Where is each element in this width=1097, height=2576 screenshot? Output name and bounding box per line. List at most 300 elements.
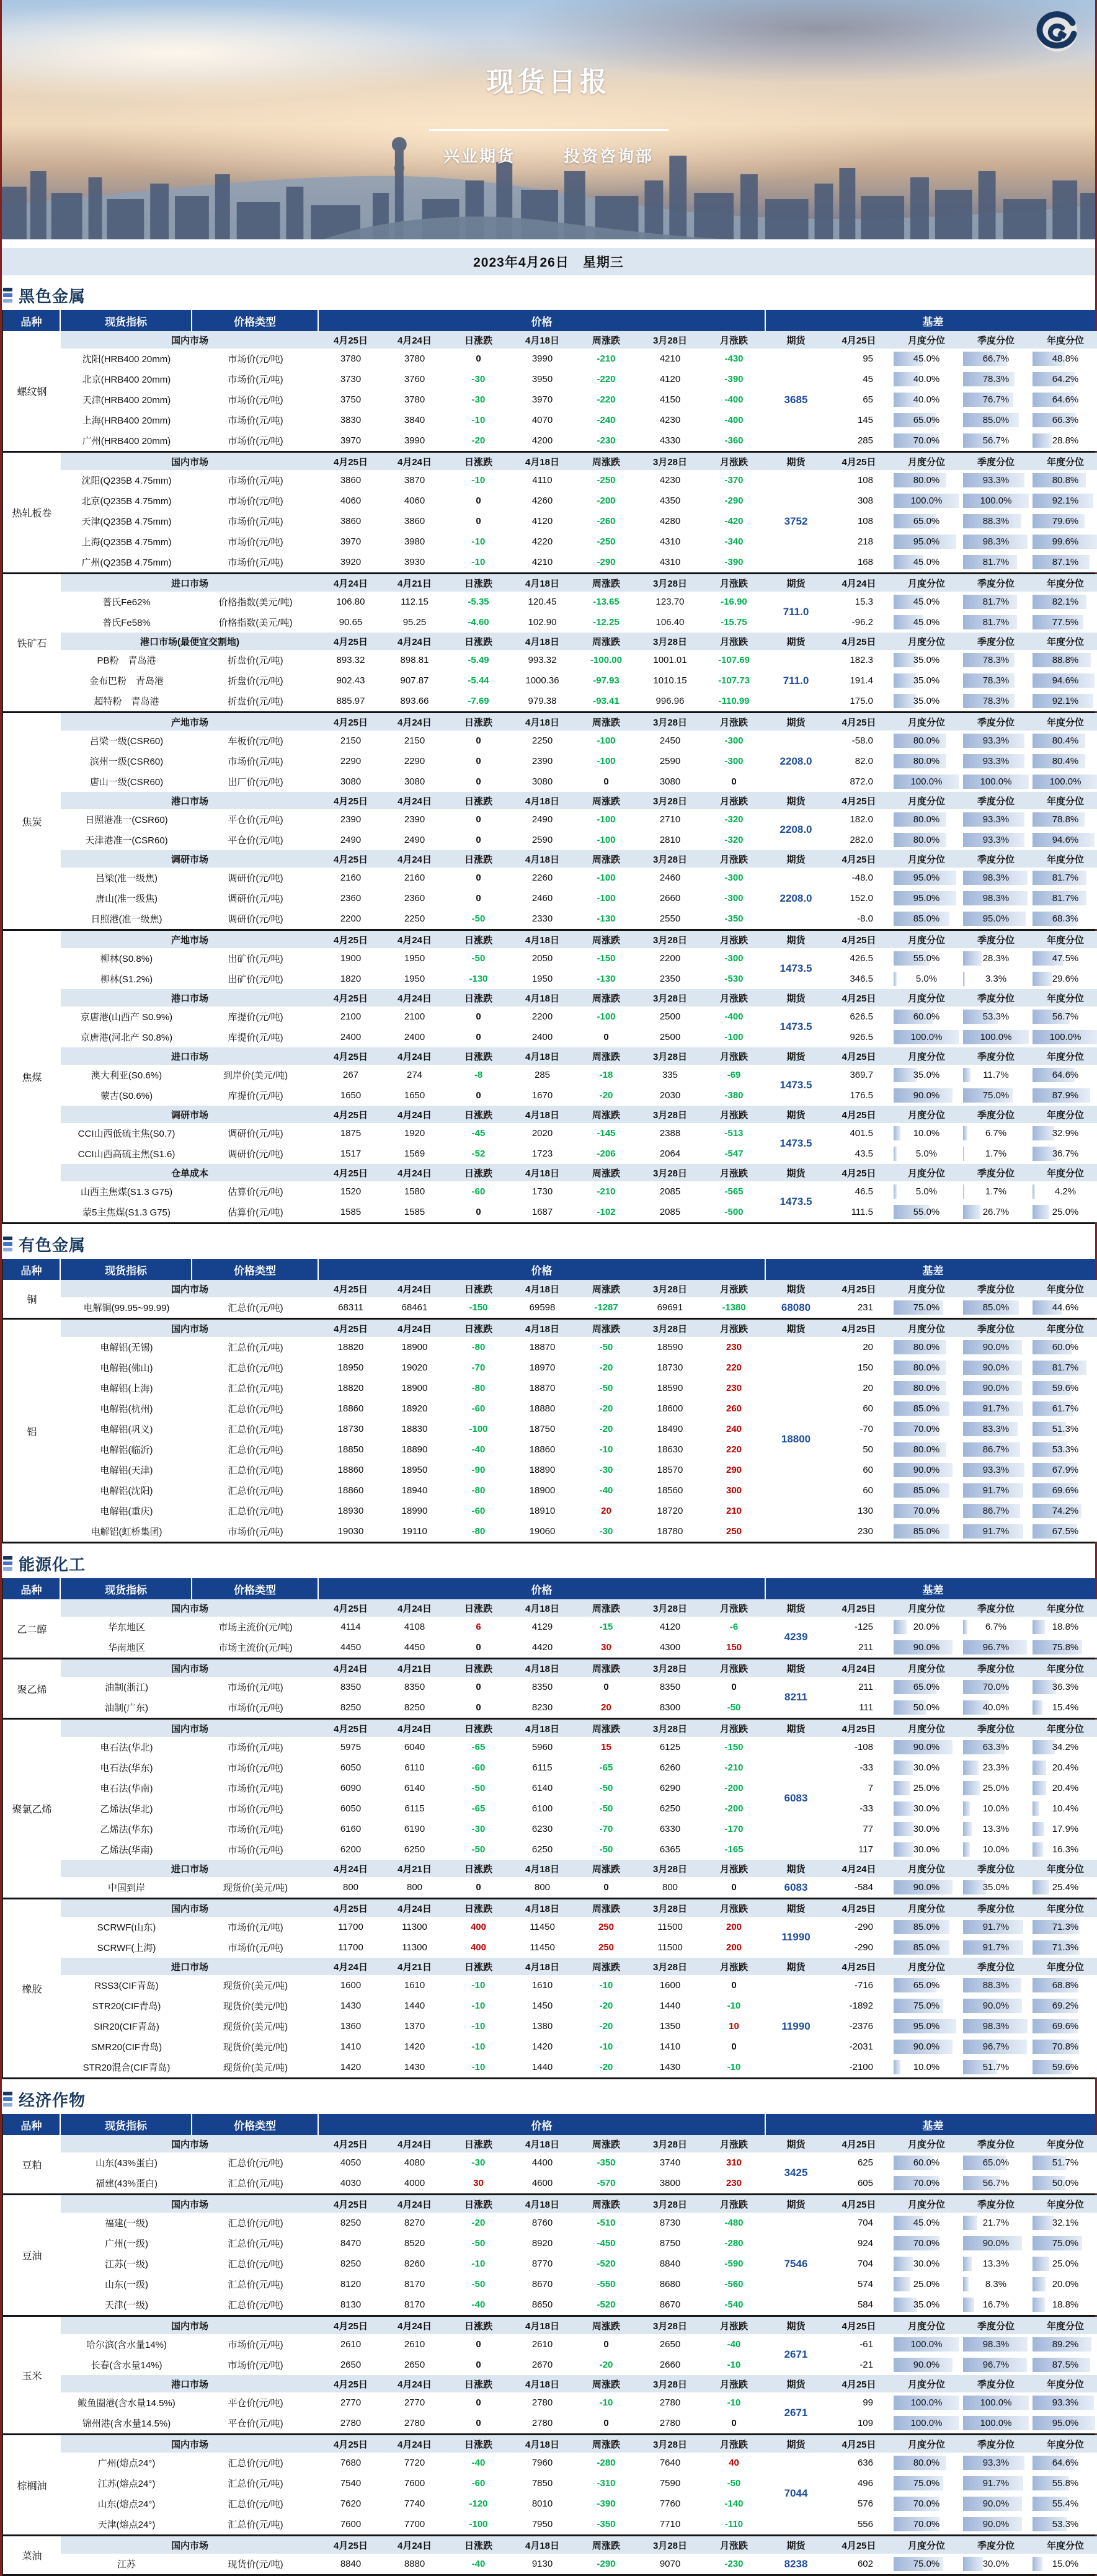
- percentile-value: 66.3%: [1052, 415, 1079, 425]
- column-date-label: 3月28日: [638, 1320, 702, 1337]
- price-cell: 6125: [638, 1737, 702, 1757]
- percentile-bar: [1033, 1822, 1044, 1837]
- percentile-cell: [961, 2173, 1031, 2193]
- percentile-cell: [892, 1917, 961, 1937]
- price-cell: 3750: [319, 389, 383, 410]
- market-block: [61, 713, 1097, 792]
- price-cell: 6365: [638, 1839, 702, 1860]
- percentile-value: 100.0%: [910, 2418, 943, 2428]
- percentile-value: 83.3%: [982, 1424, 1010, 1434]
- price-cell: 1430: [638, 2057, 702, 2077]
- percentile-cell: [892, 1460, 961, 1480]
- percentile-cell: [892, 1737, 961, 1757]
- percentile-cell: [892, 1144, 961, 1164]
- percentile-bar: [894, 1801, 913, 1816]
- change-cell: 220: [702, 1439, 766, 1460]
- price-cell: 2290: [319, 751, 383, 771]
- percentile-value: 93.3%: [982, 475, 1010, 486]
- indicator-cell: 江苏(一级): [61, 2254, 192, 2274]
- column-date-label: 4月25日: [319, 989, 383, 1006]
- price-cell: 8350: [510, 1677, 574, 1697]
- basis-date-label: 4月25日: [826, 850, 892, 868]
- price-cell: 4260: [510, 491, 574, 511]
- basis-cell: 45: [826, 369, 892, 389]
- percentile-bar: [963, 1620, 967, 1635]
- change-cell: -20: [446, 2213, 510, 2233]
- percentile-column-label: 季度分位: [961, 1047, 1031, 1065]
- column-date-label: 4月18日: [510, 2195, 574, 2213]
- basis-cell: 77: [826, 1819, 892, 1839]
- price-type-cell: 现货价(美元/吨): [192, 1877, 319, 1898]
- change-cell: -15.75: [702, 612, 766, 633]
- column-date-label: 月涨跌: [702, 2375, 766, 2392]
- column-date-label: 4月24日: [383, 2317, 446, 2334]
- indicator-cell: 上海(HRB400 20mm): [61, 410, 192, 430]
- indicator-cell: 电解铝(巩义): [61, 1419, 192, 1439]
- percentile-cell: [892, 349, 961, 369]
- percentile-cell: [1031, 731, 1097, 751]
- change-cell: 0: [574, 1877, 638, 1898]
- percentile-value: 91.7%: [982, 2478, 1010, 2489]
- percentile-cell: [892, 2152, 961, 2173]
- change-cell: -93.41: [574, 691, 638, 711]
- price-cell: 6050: [319, 1757, 383, 1778]
- change-cell: 0: [702, 771, 766, 792]
- percentile-value: 80.0%: [913, 1342, 940, 1352]
- commodity-blocks: [61, 2435, 1097, 2534]
- percentile-column-label: 季度分位: [961, 989, 1031, 1006]
- column-date-label: 4月25日: [319, 453, 383, 470]
- change-cell: -40: [446, 2294, 510, 2315]
- percentile-value: 51.7%: [982, 2062, 1010, 2072]
- change-cell: 0: [574, 2334, 638, 2355]
- percentile-value: 64.6%: [1052, 394, 1079, 405]
- percentile-value: 18.8%: [1052, 1622, 1079, 1632]
- percentile-value: 56.7%: [1052, 1011, 1079, 1022]
- price-cell: 18930: [319, 1501, 383, 1521]
- price-type-cell: 汇总价(元/吨): [192, 2473, 319, 2494]
- market-block: [61, 2536, 1097, 2574]
- price-type-cell: 折盘价(元/吨): [192, 691, 319, 711]
- price-cell: 69598: [510, 1297, 574, 1318]
- percentile-value: 70.0%: [982, 1682, 1010, 1692]
- price-cell: 18950: [319, 1357, 383, 1378]
- percentile-value: 95.0%: [913, 873, 940, 883]
- indicator-cell: 日照港准一(CSR60): [61, 809, 192, 830]
- price-cell: 2460: [510, 888, 574, 908]
- basis-date-label: 4月25日: [826, 331, 892, 349]
- change-cell: 0: [702, 1975, 766, 1996]
- change-cell: -130: [446, 969, 510, 989]
- futures-value: 7546: [766, 2213, 826, 2315]
- market-label: 国内市场: [61, 2135, 319, 2152]
- change-cell: -100: [574, 830, 638, 850]
- market-block: [61, 1047, 1097, 1106]
- percentile-value: 93.3%: [982, 1465, 1010, 1475]
- change-cell: -120: [446, 2494, 510, 2514]
- percentile-cell: [892, 2494, 961, 2514]
- price-cell: 3970: [510, 389, 574, 410]
- section-title: 黑色金属: [19, 286, 86, 306]
- price-cell: 2490: [383, 830, 446, 850]
- indicator-cell: 电解铝(临沂): [61, 1439, 192, 1460]
- change-cell: -107.73: [702, 670, 766, 691]
- percentile-cell: [892, 1027, 961, 1047]
- indicator-cell: 山东(熔点24°): [61, 2494, 192, 2514]
- change-cell: -50: [446, 2274, 510, 2294]
- percentile-value: 89.2%: [1052, 2339, 1079, 2350]
- percentile-column-label: 月度分位: [892, 1280, 961, 1297]
- price-cell: 8750: [638, 2233, 702, 2254]
- change-cell: -260: [574, 511, 638, 531]
- percentile-cell: [892, 369, 961, 389]
- change-cell: -150: [574, 948, 638, 969]
- change-cell: 0: [446, 2392, 510, 2413]
- commodity-name: 乙二醇: [3, 1599, 61, 1658]
- price-type-cell: 现货价(美元/吨): [192, 2057, 319, 2077]
- column-date-label: 月涨跌: [702, 331, 766, 349]
- change-cell: 0: [702, 1877, 766, 1898]
- change-cell: -300: [702, 948, 766, 969]
- percentile-value: 85.0%: [982, 415, 1010, 425]
- column-date-label: 4月25日: [319, 331, 383, 349]
- percentile-column-label: 季度分位: [961, 2536, 1031, 2554]
- change-cell: -97.93: [574, 670, 638, 691]
- section-header: [3, 2088, 1095, 2110]
- percentile-value: 16.3%: [1052, 1844, 1079, 1855]
- column-date-label: 4月25日: [319, 1047, 383, 1065]
- indicator-cell: 沈阳(HRB400 20mm): [61, 349, 192, 369]
- section: [2, 284, 1095, 1224]
- org-line: [2, 144, 1095, 167]
- change-cell: -100: [574, 751, 638, 771]
- price-cell: 3950: [510, 369, 574, 389]
- price-cell: 902.43: [319, 670, 383, 691]
- commodity-blocks: [61, 574, 1097, 711]
- percentile-cell: [892, 2016, 961, 2036]
- percentile-value: 10.0%: [913, 2062, 940, 2072]
- indicator-cell: CCI山西低硫主焦(S0.7): [61, 1123, 192, 1144]
- change-cell: 0: [574, 1027, 638, 1047]
- section-header: [3, 1233, 1095, 1255]
- percentile-cell: [961, 1877, 1031, 1898]
- percentile-column-label: 月度分位: [892, 1860, 961, 1877]
- basis-cell: 50: [826, 1439, 892, 1460]
- price-cell: 3080: [638, 771, 702, 792]
- percentile-value: 45.0%: [913, 557, 940, 567]
- basis-cell: 626.5: [826, 1006, 892, 1027]
- change-cell: -13.65: [574, 592, 638, 612]
- section: [2, 2088, 1095, 2576]
- percentile-value: 76.7%: [982, 394, 1010, 405]
- percentile-column-label: 季度分位: [961, 1164, 1031, 1181]
- price-cell: 2650: [383, 2355, 446, 2375]
- futures-column-label: 期货: [766, 453, 826, 470]
- commodity-row: [3, 574, 1095, 713]
- column-date-label: 月涨跌: [702, 1599, 766, 1617]
- percentile-bar: [963, 2557, 983, 2572]
- price-cell: 2250: [510, 731, 574, 751]
- column-date-label: 周涨跌: [574, 574, 638, 592]
- price-cell: 996.96: [638, 691, 702, 711]
- market-label: 国内市场: [61, 1659, 319, 1677]
- basis-cell: 191.4: [826, 670, 892, 691]
- change-cell: -320: [702, 809, 766, 830]
- change-cell: 0: [446, 830, 510, 850]
- column-date-label: 周涨跌: [574, 713, 638, 731]
- percentile-value: 40.0%: [982, 1702, 1010, 1713]
- market-label: 进口市场: [61, 574, 319, 592]
- percentile-cell: [892, 1798, 961, 1819]
- change-cell: -50: [446, 948, 510, 969]
- change-cell: -550: [574, 2274, 638, 2294]
- percentile-column-label: 月度分位: [892, 453, 961, 470]
- percentile-cell: [1031, 2473, 1097, 2494]
- change-cell: 20: [574, 1697, 638, 1718]
- percentile-value: 63.3%: [982, 1742, 1010, 1752]
- column-date-label: 4月24日: [383, 331, 446, 349]
- futures-column-label: 期货: [766, 2375, 826, 2392]
- change-cell: -50: [446, 1778, 510, 1798]
- indicator-cell: 油制(浙江): [61, 1677, 192, 1697]
- indicator-cell: 滨州一级(CSR60): [61, 751, 192, 771]
- price-type-cell: 出矿价(元/吨): [192, 948, 319, 969]
- percentile-value: 23.3%: [982, 1762, 1010, 1773]
- change-cell: -10: [574, 1975, 638, 1996]
- percentile-value: 69.2%: [1052, 2001, 1079, 2011]
- price-cell: 3970: [319, 430, 383, 451]
- change-cell: -80: [446, 1337, 510, 1357]
- percentile-value: 75.0%: [913, 2478, 940, 2489]
- price-cell: 9130: [510, 2554, 574, 2574]
- price-cell: 2100: [383, 1006, 446, 1027]
- futures-value: 7044: [766, 2453, 826, 2534]
- percentile-cell: [892, 1757, 961, 1778]
- percentile-cell: [892, 1617, 961, 1637]
- column-date-label: 3月28日: [638, 713, 702, 731]
- percentile-cell: [1031, 2355, 1097, 2375]
- indicator-cell: 福建(一级): [61, 2213, 192, 2233]
- percentile-cell: [892, 868, 961, 888]
- percentile-cell: [1031, 830, 1097, 850]
- percentile-cell: [892, 1357, 961, 1378]
- percentile-cell: [961, 2016, 1031, 2036]
- percentile-cell: [892, 2213, 961, 2233]
- price-cell: 7600: [383, 2473, 446, 2494]
- column-date-label: 日涨跌: [446, 713, 510, 731]
- indicator-cell: 电石法(华北): [61, 1737, 192, 1757]
- price-cell: 11500: [638, 1917, 702, 1937]
- price-type-cell: 市场价(元/吨): [192, 1697, 319, 1718]
- percentile-cell: [961, 1917, 1031, 1937]
- percentile-cell: [961, 1357, 1031, 1378]
- column-date-label: 日涨跌: [446, 1720, 510, 1737]
- change-cell: -565: [702, 1181, 766, 1202]
- change-cell: 200: [702, 1937, 766, 1958]
- change-cell: -10: [574, 1439, 638, 1460]
- percentile-cell: [1031, 670, 1097, 691]
- indicator-cell: 山东(43%蛋白): [61, 2152, 192, 2173]
- percentile-cell: [1031, 1757, 1097, 1778]
- change-cell: -480: [702, 2213, 766, 2233]
- basis-cell: 176.5: [826, 1085, 892, 1106]
- percentile-cell: [1031, 1027, 1097, 1047]
- price-type-cell: 市场价(元/吨): [192, 552, 319, 572]
- percentile-value: 98.3%: [982, 893, 1010, 904]
- percentile-cell: [961, 491, 1031, 511]
- percentile-column-label: 季度分位: [961, 2195, 1031, 2213]
- percentile-cell: [892, 1297, 961, 1318]
- percentile-value: 29.6%: [1052, 974, 1079, 984]
- col-variety-label: 品种: [3, 1578, 61, 1599]
- price-cell: 68311: [319, 1297, 383, 1318]
- column-date-label: 日涨跌: [446, 1899, 510, 1917]
- change-cell: 10: [702, 2016, 766, 2036]
- futures-value: 711.0: [766, 592, 826, 633]
- price-cell: 18490: [638, 1419, 702, 1439]
- percentile-cell: [961, 1937, 1031, 1958]
- commodity-name: 聚乙烯: [3, 1659, 61, 1718]
- column-date-label: 4月25日: [319, 1280, 383, 1297]
- percentile-column-label: 年度分位: [1031, 1599, 1097, 1617]
- percentile-cell: [961, 2334, 1031, 2355]
- price-cell: 2330: [510, 908, 574, 929]
- percentile-value: 25.4%: [1052, 1882, 1079, 1893]
- percentile-cell: [892, 592, 961, 612]
- percentile-cell: [961, 1006, 1031, 1027]
- basis-cell: 605: [826, 2173, 892, 2193]
- change-cell: 230: [702, 2173, 766, 2193]
- price-cell: 2460: [638, 868, 702, 888]
- percentile-value: 78.3%: [982, 374, 1010, 384]
- price-cell: 1670: [510, 1085, 574, 1106]
- commodity-blocks: [61, 2195, 1097, 2315]
- column-date-label: 4月25日: [319, 2536, 383, 2554]
- price-cell: 8130: [319, 2294, 383, 2315]
- column-date-label: 4月24日: [383, 1720, 446, 1737]
- price-cell: 2610: [383, 2334, 446, 2355]
- indicator-cell: SIR20(CIF青岛): [61, 2016, 192, 2036]
- percentile-cell: [892, 1419, 961, 1439]
- futures-column-label: 期货: [766, 1164, 826, 1181]
- percentile-value: 70.0%: [913, 435, 940, 446]
- percentile-column-label: 年度分位: [1031, 2195, 1097, 2213]
- percentile-value: 30.0%: [913, 1844, 940, 1855]
- percentile-value: 80.0%: [913, 814, 940, 825]
- percentile-value: 55.0%: [913, 1207, 940, 1217]
- column-date-label: 4月24日: [383, 453, 446, 470]
- price-cell: 19020: [383, 1357, 446, 1378]
- change-cell: -30: [446, 2152, 510, 2173]
- basis-date-label: 4月24日: [826, 574, 892, 592]
- percentile-value: 80.0%: [913, 735, 940, 746]
- change-cell: -10: [446, 552, 510, 572]
- percentile-cell: [961, 2152, 1031, 2173]
- percentile-cell: [1031, 2233, 1097, 2254]
- column-date-label: 日涨跌: [446, 633, 510, 650]
- futures-column-label: 期货: [766, 1106, 826, 1123]
- price-cell: 1875: [319, 1123, 383, 1144]
- basis-date-label: 4月25日: [826, 1599, 892, 1617]
- price-cell: 18890: [510, 1460, 574, 1480]
- change-cell: -10: [574, 2392, 638, 2413]
- basis-cell: 95: [826, 349, 892, 369]
- percentile-column-label: 月度分位: [892, 2536, 961, 2554]
- percentile-cell: [892, 670, 961, 691]
- indicator-cell: 唐山一级(CSR60): [61, 771, 192, 792]
- change-cell: -40: [446, 2453, 510, 2473]
- percentile-cell: [892, 1065, 961, 1085]
- price-cell: 898.81: [383, 650, 446, 670]
- change-cell: -80: [446, 1521, 510, 1542]
- basis-cell: 230: [826, 1521, 892, 1542]
- percentile-cell: [1031, 612, 1097, 633]
- percentile-value: 55.8%: [1052, 2478, 1079, 2489]
- percentile-value: 59.6%: [1052, 2062, 1079, 2072]
- price-cell: 8170: [383, 2294, 446, 2315]
- change-cell: -10: [446, 531, 510, 552]
- basis-cell: 111: [826, 1697, 892, 1718]
- percentile-cell: [1031, 1144, 1097, 1164]
- change-cell: -590: [702, 2254, 766, 2274]
- indicator-cell: 蒙古(S0.6%): [61, 1085, 192, 1106]
- change-cell: -400: [702, 410, 766, 430]
- percentile-cell: [892, 1337, 961, 1357]
- column-date-label: 月涨跌: [702, 1280, 766, 1297]
- column-date-label: 4月24日: [383, 850, 446, 868]
- column-date-label: 3月28日: [638, 1958, 702, 1975]
- indicator-cell: SCRWF(上海): [61, 1937, 192, 1958]
- indicator-cell: 蒙5主焦煤(S1.3 G75): [61, 1202, 192, 1222]
- change-cell: -250: [574, 531, 638, 552]
- basis-cell: 426.5: [826, 948, 892, 969]
- column-date-label: 3月28日: [638, 2135, 702, 2152]
- percentile-column-label: 季度分位: [961, 1106, 1031, 1123]
- column-date-label: 日涨跌: [446, 2375, 510, 2392]
- basis-cell: -96.2: [826, 612, 892, 633]
- percentile-cell: [1031, 2453, 1097, 2473]
- change-cell: -60: [446, 1181, 510, 1202]
- percentile-cell: [1031, 1877, 1097, 1898]
- percentile-value: 25.0%: [913, 2279, 940, 2290]
- price-cell: 1420: [319, 2057, 383, 2077]
- commodity-row: [3, 2195, 1095, 2317]
- percentile-value: 10.4%: [1052, 1803, 1079, 1814]
- change-cell: 0: [446, 1677, 510, 1697]
- price-cell: 3780: [383, 349, 446, 369]
- price-cell: 7590: [638, 2473, 702, 2494]
- percentile-cell: [961, 1480, 1031, 1501]
- percentile-column-label: 月度分位: [892, 1320, 961, 1337]
- percentile-cell: [961, 1123, 1031, 1144]
- change-cell: 0: [446, 771, 510, 792]
- price-cell: 6230: [510, 1819, 574, 1839]
- column-date-label: 4月24日: [383, 1320, 446, 1337]
- market-block: [61, 453, 1097, 572]
- column-date-label: 4月18日: [510, 1720, 574, 1737]
- market-block: [61, 1280, 1097, 1318]
- report-sections: [2, 284, 1095, 2576]
- price-cell: 7950: [510, 2514, 574, 2534]
- percentile-value: 70.0%: [913, 1424, 940, 1434]
- basis-cell: 218: [826, 531, 892, 552]
- price-cell: 8250: [319, 2254, 383, 2274]
- change-cell: -430: [702, 349, 766, 369]
- price-type-cell: 估算价(元/吨): [192, 1181, 319, 1202]
- percentile-value: 45.0%: [913, 617, 940, 628]
- percentile-cell: [961, 969, 1031, 989]
- percentile-value: 36.3%: [1052, 1682, 1079, 1692]
